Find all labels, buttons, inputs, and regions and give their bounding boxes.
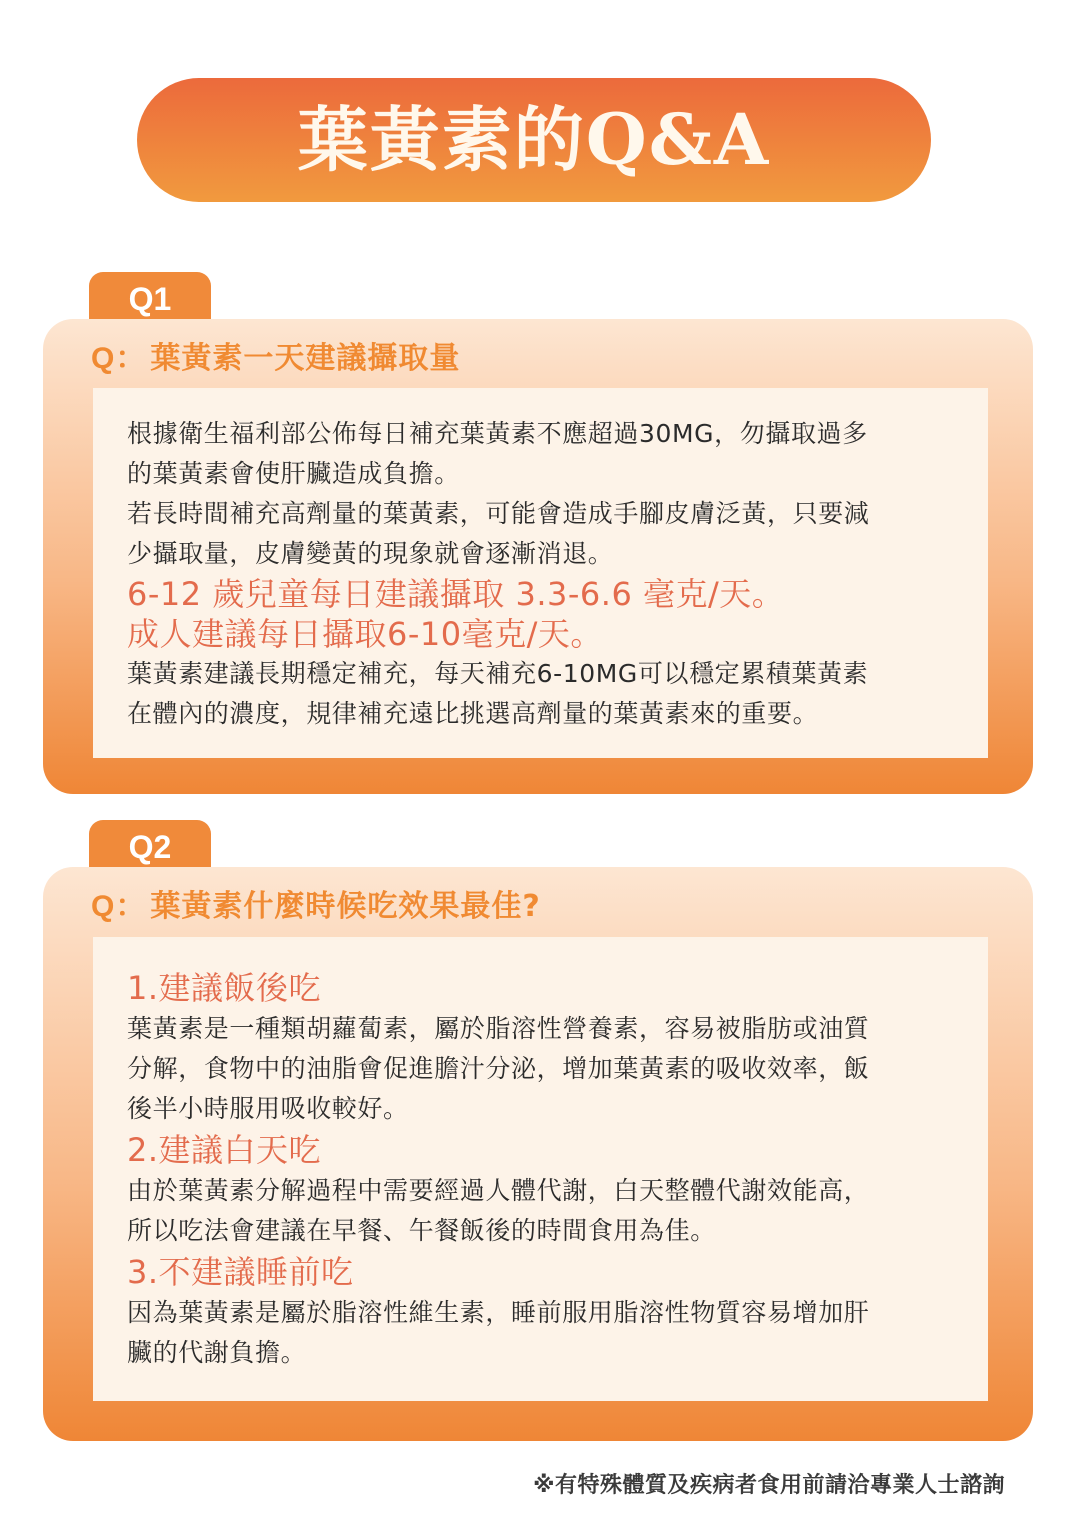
q1-para1-line1: 根據衛生福利部公佈每日補充葉黃素不應超過30MG，勿攝取過多 [127, 419, 868, 448]
q1-para3-line2: 在體內的濃度，規律補充遠比挑選高劑量的葉黃素來的重要。 [127, 699, 819, 728]
q2-section1-line2: 分解，食物中的油脂會促進膽汁分泌，增加葉黃素的吸收效率，飯 [127, 1054, 870, 1083]
disclaimer-footnote: ※有特殊體質及疾病者食用前請洽專業人士諮詢 [533, 1473, 1005, 1498]
q1-highlight-children: 6-12 歲兒童每日建議攝取 3.3-6.6 毫克/天。 [127, 575, 785, 613]
q2-question-text: 葉黃素什麼時候吃效果最佳? [150, 889, 541, 924]
q1-answer-panel [93, 388, 988, 758]
title-banner [137, 78, 931, 202]
q1-card [43, 319, 1033, 794]
q1-para2-line2: 少攝取量，皮膚變黃的現象就會逐漸消退。 [127, 539, 614, 568]
q1-question-prefix: Q： [91, 342, 147, 375]
q2-section3-line2: 臟的代謝負擔。 [127, 1338, 307, 1367]
q2-tab: Q2 [89, 820, 211, 872]
q2-section3-heading: 3.不建議睡前吃 [127, 1253, 354, 1291]
q2-section1-line1: 葉黃素是一種類胡蘿蔔素，屬於脂溶性營養素，容易被脂肪或油質 [127, 1014, 870, 1043]
q1-para2-line1: 若長時間補充高劑量的葉黃素，可能會造成手腳皮膚泛黃，只要減 [127, 499, 870, 528]
q2-question-prefix: Q： [91, 890, 147, 923]
q1-tab: Q1 [89, 272, 211, 324]
q2-card [43, 867, 1033, 1441]
q2-section2-heading: 2.建議白天吃 [127, 1131, 322, 1169]
q2-section1-line3: 後半小時服用吸收較好。 [127, 1094, 409, 1123]
q2-question [91, 881, 541, 925]
q2-section2-line2: 所以吃法會建議在早餐、午餐飯後的時間食用為佳。 [127, 1216, 716, 1245]
q2-section1-heading: 1.建議飯後吃 [127, 969, 322, 1007]
q2-section3-line1: 因為葉黃素是屬於脂溶性維生素，睡前服用脂溶性物質容易增加肝 [127, 1298, 870, 1327]
q1-question [91, 333, 460, 377]
q1-question-text: 葉黃素一天建議攝取量 [150, 341, 461, 376]
q2-section2-line1: 由於葉黃素分解過程中需要經過人體代謝，白天整體代謝效能高， [127, 1176, 870, 1205]
q2-answer-panel [93, 937, 988, 1401]
q1-para3-line1: 葉黃素建議長期穩定補充，每天補充6-10MG可以穩定累積葉黃素 [127, 659, 869, 688]
q1-para1-line2: 的葉黃素會使肝臟造成負擔。 [127, 459, 460, 488]
q1-highlight-adults: 成人建議每日攝取6-10毫克/天。 [127, 615, 603, 653]
page-title: 葉黃素的Q&A [297, 98, 771, 181]
